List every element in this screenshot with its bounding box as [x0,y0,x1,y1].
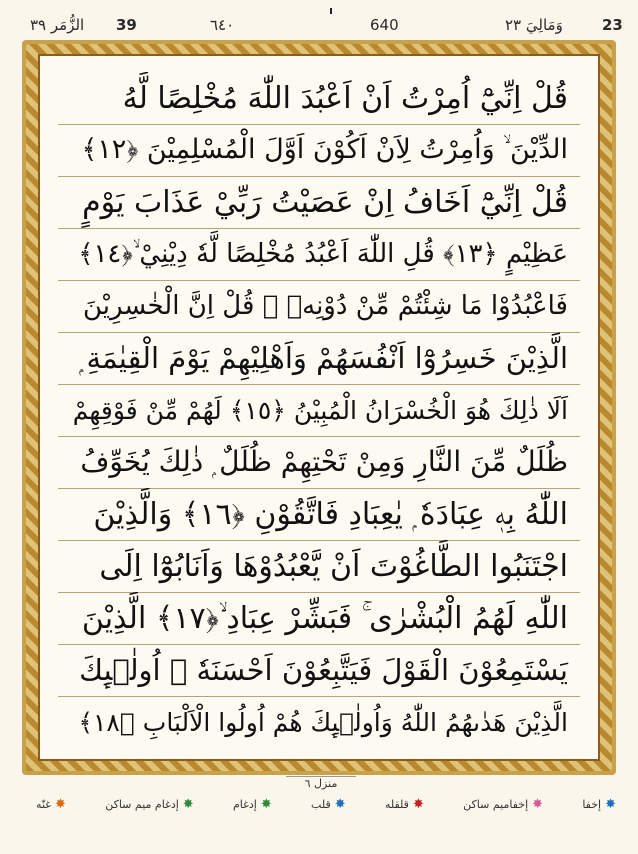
legend-item [582,798,616,811]
legend-label: إدغام [232,797,257,811]
legend-label: غنّه [36,797,52,811]
verse-line [58,332,580,385]
star-icon: ✸ [260,796,272,812]
juz-name-ar: وَمَالِيَ ٢٣ [505,16,563,34]
legend-label: قلقله [384,797,409,811]
page-mark [330,8,332,14]
verse-line [58,176,580,229]
verse-line-text: يَسْتَمِعُوْنَ الْقَوْلَ فَيَتَّبِعُوْنَ اَحْسَنَهٗ ۭ اُولٰۗىِٕكَ [79,653,568,687]
legend-label: إخفا [582,797,602,811]
verse-line-text: اَلَا ذٰلِكَ هُوَ الْخُسْرَانُ الْمُبِيْنُ ﴿١٥﴾ لَهُمْ مِّنْ فَوْقِهِمْ [72,395,568,425]
verse-line-text: عَظِيْمٍ ﴿١٣﴾ قُلِ اللّٰهَ اَعْبُدُ مُخْلِصًا لَّهٗ دِيْنِيْ ۙ﴿١٤﴾ [78,238,568,269]
star-icon: ✸ [412,796,424,812]
sura-number: 39 [116,16,137,34]
page-number: 640 [370,16,399,34]
star-icon: ✸ [532,796,544,812]
verse-line [58,540,580,593]
legend-item [233,798,272,811]
legend-item [105,798,193,811]
star-icon: ✸ [182,796,194,812]
star-icon: ✸ [334,796,346,812]
verse-line-text: اجْتَنَبُوا الطَّاغُوْتَ اَنْ يَّعْبُدُوْهَا وَاَنَابُوْٓا اِلَى [99,548,568,584]
verse-line [58,436,580,489]
legend-label: إخفاميم ساكن [463,797,529,811]
legend-label: قلب [311,797,331,811]
sura-name-ar: الزُّمَر ٣٩ [30,16,85,34]
verse-line [58,696,580,748]
juz-number: 23 [602,16,623,34]
legend-item [385,798,424,811]
verse-line-text: الدِّيْنَ ۙ وَاُمِرْتُ لِاَنْ اَكُوْنَ اَوَّلَ الْمُسْلِمِيْنَ ﴿١٢﴾ [81,134,568,165]
verse-line [58,384,580,437]
verse-line [58,644,580,697]
verse-line [58,592,580,645]
verse-line-text: فَاعْبُدُوْا مَا شِئْتُمْ مِّنْ دُوْنِهٖ ۭ قُلْ اِنَّ الْخٰسِرِيْنَ [82,291,568,321]
page-number-ar: ٦٤٠ [210,16,235,34]
verse-lines [58,72,580,743]
page-header [0,6,638,40]
legend-label: إدغام ميم ساكن [105,797,179,811]
ornamental-border [22,40,616,775]
verse-line [58,228,580,281]
star-icon: ✸ [55,796,66,812]
verse-line-text: اللّٰهِ لَهُمُ الْبُشْرٰى ۚ فَبَشِّرْ عِبَادِ ۙ﴿١٧﴾ الَّذِيْنَ [81,600,568,636]
manzil-label: منزل ٦ [286,776,356,793]
verse-line-text: الَّذِيْنَ خَسِرُوْٓا اَنْفُسَهُمْ وَاَهْلِيْهِمْ يَوْمَ الْقِيٰمَةِ ۭ [79,340,568,375]
verse-line-text: ظُلَلٌ مِّنَ النَّارِ وَمِنْ تَحْتِهِمْ ظُلَلٌ ۭ ذٰلِكَ يُخَوِّفُ [80,445,568,478]
legend-item [463,798,543,811]
verse-line-text: الَّذِيْنَ هَدٰىهُمُ اللّٰهُ وَاُولٰۗىِٕكَ هُمْ اُولُوا الْاَلْبَابِ ﴿١٨﴾ [78,707,568,737]
verse-line [58,280,580,333]
legend-item [36,798,66,811]
star-icon: ✸ [605,796,616,812]
verse-line [58,72,580,125]
verse-line-text: اللّٰهُ بِهٖ عِبَادَهٗ ۭ يٰعِبَادِ فَاتَّقُوْنِ ﴿١٦﴾ وَالَّذِيْنَ [93,496,568,532]
text-panel [38,54,600,761]
verse-line [58,124,580,177]
tajweed-legend [36,794,616,814]
verse-line [58,488,580,541]
legend-item [311,798,346,811]
verse-line-text: قُلْ اِنِّيْٓ اُمِرْتُ اَنْ اَعْبُدَ اللّٰهَ مُخْلِصًا لَّهُ [122,80,568,116]
verse-line-text: قُلْ اِنِّيْٓ اَخَافُ اِنْ عَصَيْتُ رَبِّيْ عَذَابَ يَوْمٍ [82,184,568,220]
